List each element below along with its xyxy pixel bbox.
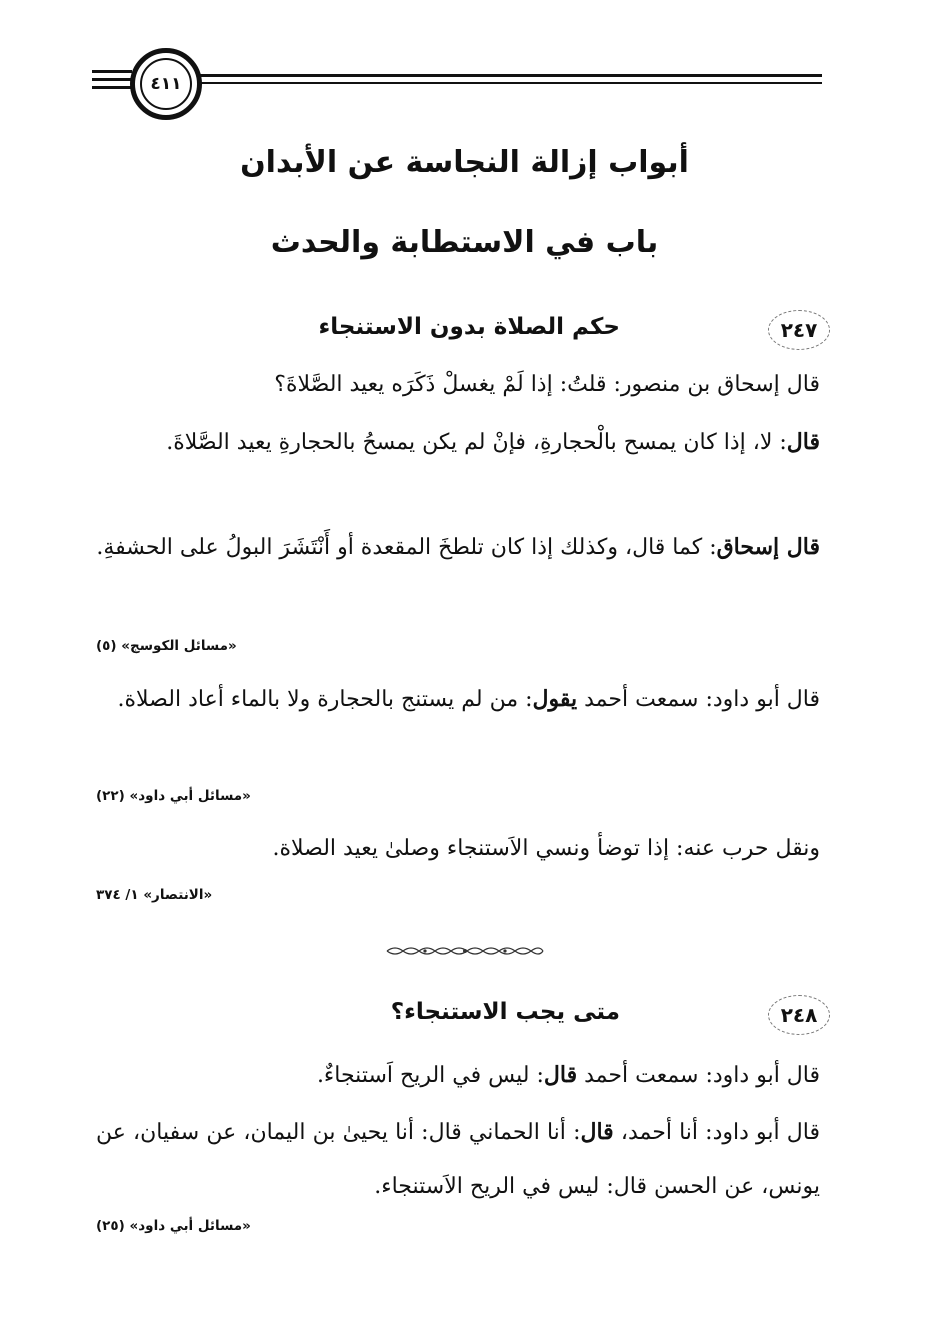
source-citation: «مسائل أبي داود» (٢٢) <box>96 788 251 804</box>
paragraph: قال إسحاق: كما قال، وكذلك إذا كان تلطخَ المقعدة أو أَنْتَشَرَ البولُ على الحشفةِ. <box>96 534 820 560</box>
chapter-title: أبواب إزالة النجاسة عن الأبدان <box>240 145 689 180</box>
issue-number: ٢٤٧ <box>768 310 830 350</box>
issue-heading-247 <box>90 310 830 354</box>
paragraph: قال أبو داود: أنا أحمد، قال: أنا الحماني قال: أنا يحيىٰ بن اليمان، عن سفيان، عن يونس، عن الحسن قال: ليس في الريح الاَستنجاء. <box>96 1119 820 1199</box>
paragraph: قال أبو داود: سمعت أحمد يقول: من لم يستنج بالحجارة ولا بالماء أعاد الصلاة. <box>117 686 820 712</box>
paragraph: قال: لا، إذا كان يمسح بالْحجارةِ، فإنْ لم يكن يمسحُ بالحجارةِ يعيد الصَّلاةَ. <box>166 429 820 455</box>
section-title: باب في الاستطابة والحدث <box>270 225 659 260</box>
source-citation: «مسائل أبي داود» (٢٥) <box>96 1218 251 1234</box>
page-number: ٤١١ <box>140 58 192 110</box>
issue-number: ٢٤٨ <box>768 995 830 1035</box>
page-number-badge <box>130 48 202 120</box>
source-citation: «الانتصار» ١/ ٣٧٤ <box>96 887 213 903</box>
paragraph: قال إسحاق بن منصور: قلتُ: إذا لَمْ يغسلْ ذَكَرَه يعيد الصَّلاةَ؟ <box>274 372 820 397</box>
issue-title: حكم الصلاة بدون الاستنجاء <box>318 314 620 340</box>
source-citation: «مسائل الكوسج» (٥) <box>96 638 237 654</box>
ornament-divider <box>385 944 545 958</box>
paragraph: ونقل حرب عنه: إذا توضأ ونسي الاَستنجاء وصلىٰ يعيد الصلاة. <box>272 836 820 861</box>
issue-heading-248 <box>90 995 830 1039</box>
issue-title: متى يجب الاستنجاء؟ <box>390 999 620 1025</box>
paragraph: قال أبو داود: سمعت أحمد قال: ليس في الريح اَستنجاءٌ. <box>316 1062 820 1088</box>
